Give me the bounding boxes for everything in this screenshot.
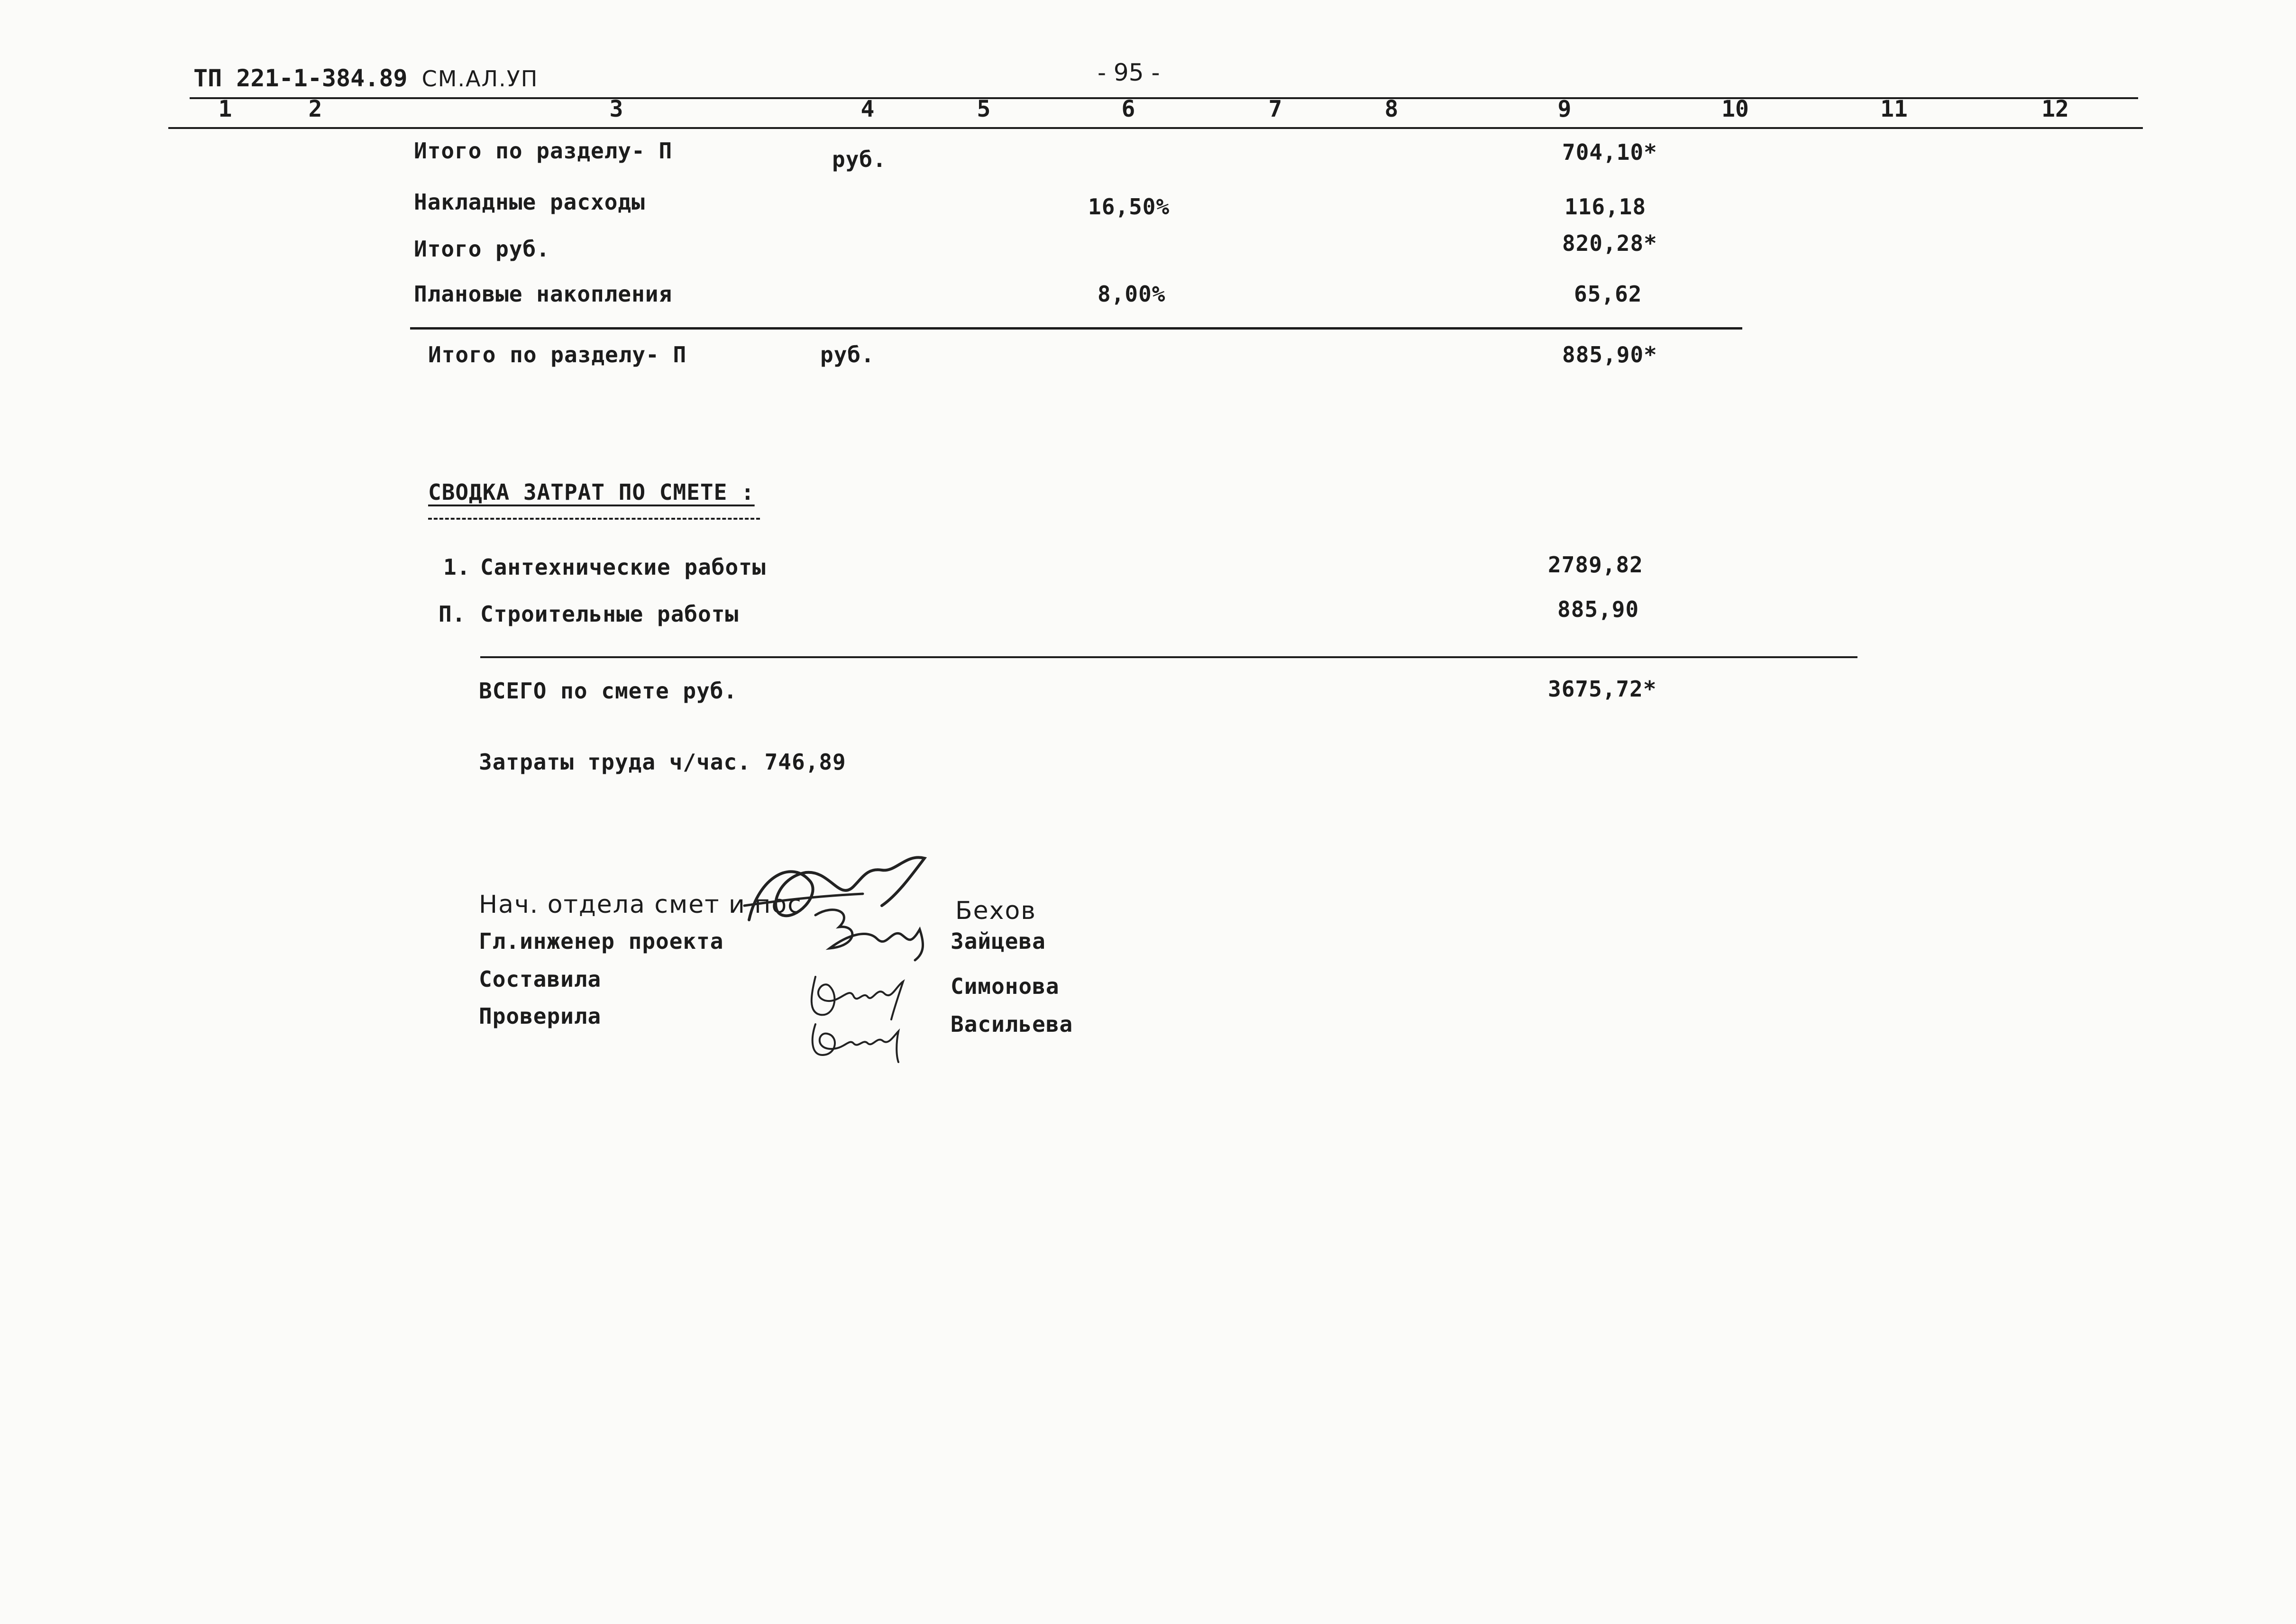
signature-role-checked: Проверила bbox=[479, 1003, 602, 1029]
row-label: Итого руб. bbox=[414, 236, 550, 262]
column-number-2: 2 bbox=[308, 96, 322, 122]
signature-role-dept-head: Нач. отдела смет и пос bbox=[479, 890, 802, 919]
signature-role-compiled: Составила bbox=[479, 966, 602, 992]
column-number-7: 7 bbox=[1268, 96, 1282, 122]
row-amount: 116,18 bbox=[1564, 194, 1647, 220]
signature-name-checked: Васильева bbox=[951, 1011, 1073, 1037]
column-number-12: 12 bbox=[2041, 96, 2069, 122]
summary-total-amount: 3675,72* bbox=[1548, 676, 1657, 702]
summary-divider bbox=[480, 656, 1857, 658]
column-number-3: 3 bbox=[609, 96, 623, 122]
summary-item-label: Сантехнические работы bbox=[480, 554, 766, 580]
document-code-main: ТП 221-1-384.89 bbox=[193, 64, 408, 92]
summary-title: СВОДКА ЗАТРАТ ПО СМЕТЕ : bbox=[428, 479, 755, 505]
summary-item-amount: 2789,82 bbox=[1548, 552, 1643, 578]
summary-item-label: Строительные работы bbox=[480, 601, 739, 627]
column-number-4: 4 bbox=[860, 96, 875, 122]
column-number-11: 11 bbox=[1880, 96, 1908, 122]
column-number-10: 10 bbox=[1721, 96, 1749, 122]
section-total-label: Итого по разделу- П bbox=[428, 342, 687, 367]
row-percent: 8,00% bbox=[1098, 281, 1166, 307]
section-total-unit: руб. bbox=[820, 342, 875, 367]
row-amount: 820,28* bbox=[1562, 230, 1657, 256]
summary-item-amount: 885,90 bbox=[1557, 596, 1639, 622]
column-number-8: 8 bbox=[1384, 96, 1399, 122]
row-label: Накладные расходы bbox=[414, 189, 645, 215]
section-total-amount: 885,90* bbox=[1562, 342, 1657, 367]
page-number: - 95 - bbox=[1098, 59, 1160, 86]
handwritten-signature-chief-engineer bbox=[806, 901, 939, 963]
column-number-5: 5 bbox=[977, 96, 991, 122]
row-percent: 16,50% bbox=[1088, 194, 1170, 220]
signature-name-dept-head: Бехов bbox=[955, 897, 1036, 925]
signature-role-chief-engineer: Гл.инженер проекта bbox=[479, 928, 724, 954]
signature-name-chief-engineer: Зайцева bbox=[951, 928, 1046, 954]
column-number-6: 6 bbox=[1121, 96, 1135, 122]
summary-item-number: 1. bbox=[443, 554, 471, 580]
document-code bbox=[193, 66, 538, 90]
handwritten-signature-checked bbox=[801, 1015, 910, 1067]
signature-name-compiled: Симонова bbox=[951, 973, 1060, 999]
summary-total-label: ВСЕГО по смете руб. bbox=[479, 678, 738, 704]
column-header-top-line bbox=[190, 97, 2138, 99]
summary-item-number: П. bbox=[439, 601, 466, 627]
labor-cost-line: Затраты труда ч/час. 746,89 bbox=[479, 749, 846, 775]
row-amount: 704,10* bbox=[1562, 139, 1657, 165]
row-amount: 65,62 bbox=[1574, 281, 1642, 307]
summary-title-underline bbox=[428, 518, 760, 520]
row-label: Итого по разделу- П bbox=[414, 138, 673, 164]
row-label: Плановые накопления bbox=[414, 281, 673, 307]
document-code-suffix: СМ.АЛ.УП bbox=[421, 66, 539, 92]
row-unit: руб. bbox=[832, 147, 887, 172]
column-header-bottom-line bbox=[168, 127, 2143, 129]
column-number-1: 1 bbox=[218, 96, 232, 122]
section-divider bbox=[410, 327, 1742, 330]
column-number-9: 9 bbox=[1557, 96, 1572, 122]
